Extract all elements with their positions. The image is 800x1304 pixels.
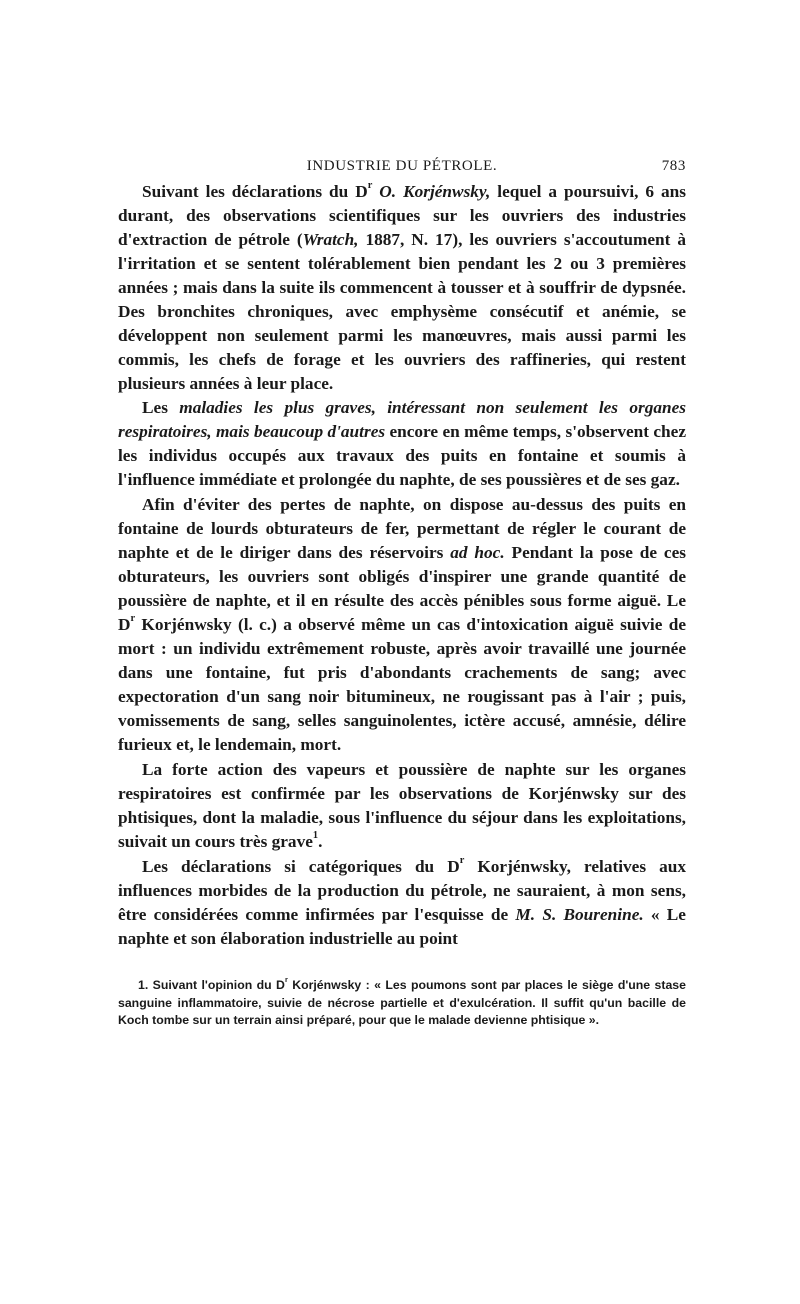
paragraph-1-text-f: 1887, N. 17), les ouvriers s'accoutument à l'irritation et se sentent tolérablement bien pendant les 2 ou 3 premières années ; mais dans la suite ils commencent à tousser et à souffrir de dypsnée. Des bronchites chroniques, avec emphysème consécutif et anémie, se développent non seulement parmi les manœuvres, mais aussi parmi les commis, les chefs de forage et les ouvriers des raffineries, qui restent plusieurs années à leur place. [118,230,686,393]
paragraph-5 [118,855,686,951]
paragraph-1-superscript: r [367,180,373,192]
footnote-1-text-a: 1. Suivant l'opinion du D [138,978,285,992]
paragraph-1-italic-author: O. Korjénwsky, [379,182,491,201]
page-number: 783 [661,158,686,174]
paragraph-3-text-a: Afin d'éviter des pertes de naphte, on dispose au-dessus des puits en fontaine de lourds obturateurs de fer, permettant de régler le courant de naphte et de le diriger dans des réservoirs [118,495,686,562]
paragraph-3-text-c: Pendant la pose de ces obturateurs, les ouvriers sont obligés d'inspirer une grande quantité de poussière de naphte, et il en résulte des accès pénibles sous forme aiguë. Le D [118,543,686,634]
paragraph-2-text-a: Les [142,398,180,417]
paragraph-4 [118,758,686,854]
paragraph-2-italic: maladies les plus graves, intéressant non seulement les organes respiratoires, mais beaucoup d'autres [118,398,686,441]
paragraph-4-text-b: . [318,832,323,851]
paragraph-5-text-a: Les déclarations si catégoriques du D [142,857,460,876]
paragraph-5-superscript: r [459,855,465,867]
running-header [118,150,686,180]
paragraph-1-text-d: lequel a poursuivi, 6 ans durant, des observations scientifiques sur les ouvriers des industries d'extraction de pétrole ( [118,182,687,249]
paragraph-2 [118,396,686,492]
footnotes [118,977,686,1030]
paragraph-1-italic-journal: Wratch, [302,230,359,249]
main-text [118,180,686,951]
footnote-1-superscript: r [284,975,288,985]
paragraph-3-superscript: r [130,613,136,625]
paragraph-5-text-d: « Le naphte et son élaboration industrielle au point [118,905,686,948]
footnote-reference: 1 [312,830,319,842]
paragraph-1 [118,180,686,396]
footnote-1 [118,977,686,1030]
paragraph-2-text-c: encore en même temps, s'observent chez les individus occupés aux travaux des puits en fontaine et soumis à l'influence immédiate et prolongée du naphte, de ses poussières et de ses gaz. [118,422,686,489]
paragraph-3 [118,493,686,757]
running-title: INDUSTRIE DU PÉTROLE. [306,158,498,174]
paragraph-3-text-d: Korjénwsky (l. c.) a observé même un cas d'intoxication aiguë suivie de mort : un individu extrêmement robuste, après avoir travaillé une journée dans une fontaine, fut pris d'abondants crachements de sang; avec expectoration d'un sang noir bitumineux, ne rougissant pas à l'air ; puis, vomissements de sang, selles sanguinolentes, ictère accusé, amnésie, délire furieux et, le lendemain, mort. [118,615,686,754]
footnote-1-text-b: Korjénwsky : « Les poumons sont par places le siège d'une stase sanguine inflammatoire, suivie de nécrose partielle et d'exulcération. Il suffit qu'un bacille de Koch tombe sur un terrain ainsi préparé, pour que le malade devienne phtisique ». [118,978,686,1027]
paragraph-1-text-a: Suivant les déclarations du D [142,182,368,201]
book-page [118,150,686,1030]
paragraph-5-italic: M. S. Bourenine. [515,905,644,924]
paragraph-4-text-a: La forte action des vapeurs et poussière de naphte sur les organes respiratoires est confirmée par les observations de Korjénwsky sur des phtisiques, dont la maladie, sous l'influence du séjour dans les exploitations, suivait un cours très grave [118,760,686,851]
paragraph-3-italic: ad hoc. [450,543,505,562]
paragraph-5-text-b: Korjénwsky, relatives aux influences morbides de la production du pétrole, ne sauraient, à mon sens, être considérées comme infirmées par l'esquisse de [118,857,686,924]
